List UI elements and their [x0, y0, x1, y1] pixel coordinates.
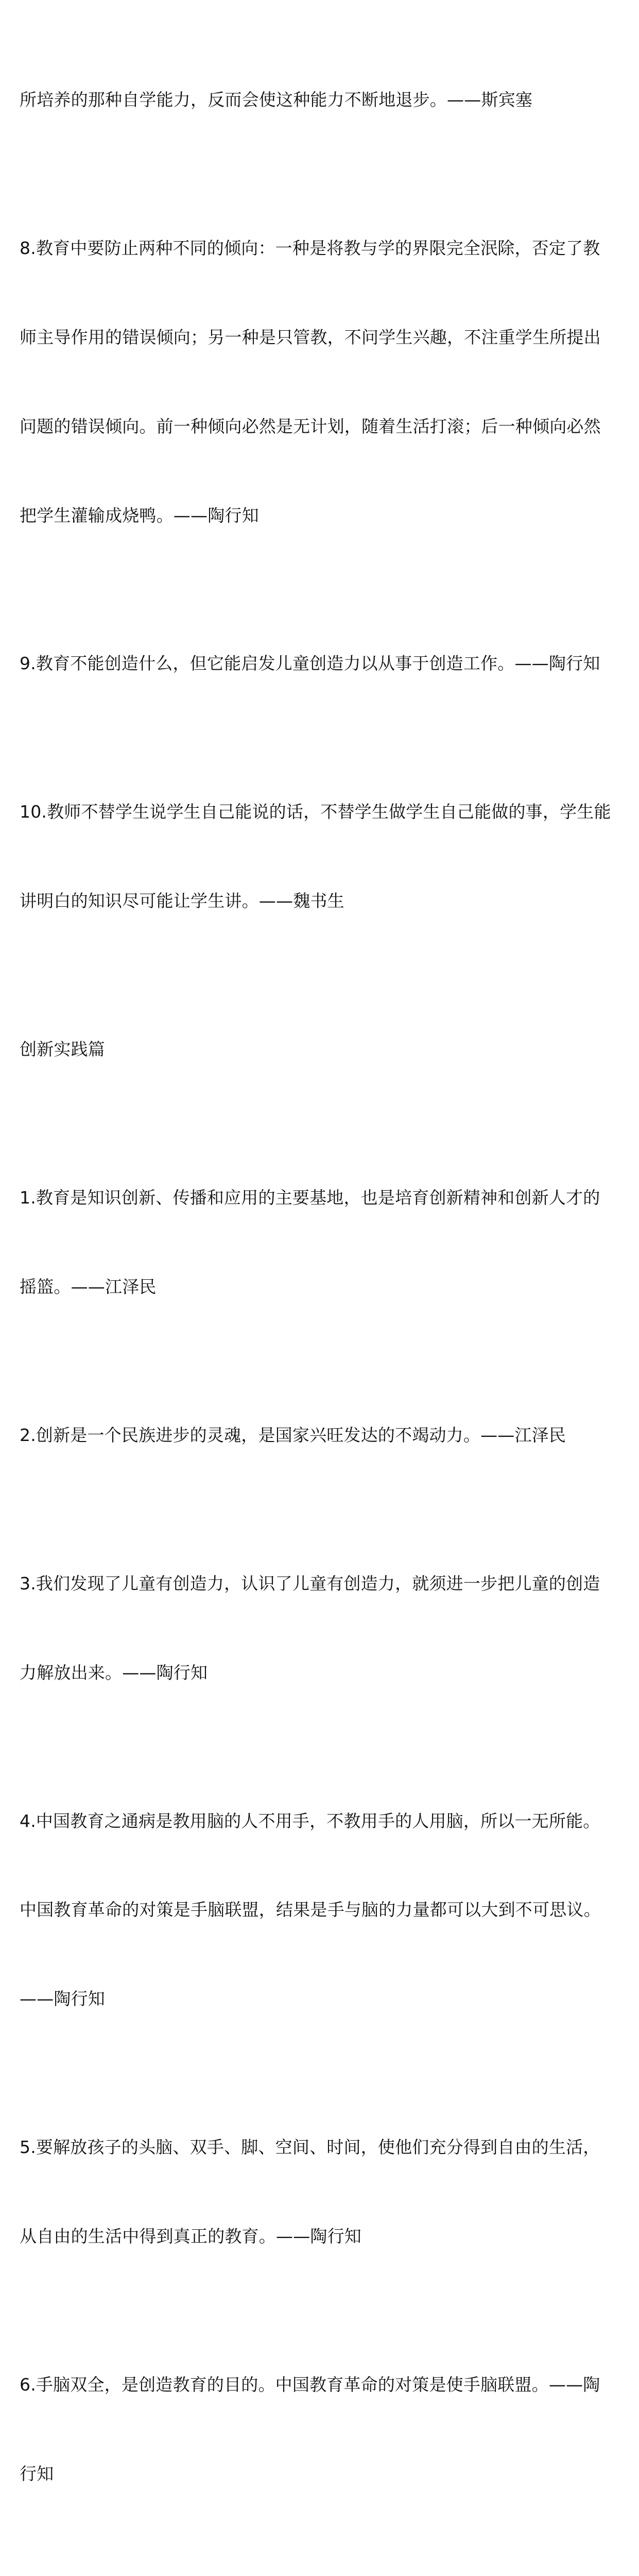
text-line: 力解放出来。——陶行知	[20, 1662, 208, 1683]
text-line: 6.手脑双全，是创造教育的目的。中国教育革命的对策是使手脑联盟。——陶	[20, 2374, 600, 2395]
text-line: 1.教育是知识创新、传播和应用的主要基地，也是培育创新精神和创新人才的	[20, 1188, 600, 1208]
text-line: 讲明白的知识尽可能让学生讲。——魏书生	[20, 891, 344, 911]
paragraph-innovation-2	[20, 1361, 619, 1510]
document-page	[20, 26, 619, 2576]
text-line: 把学生灌输成烧鸭。——陶行知	[20, 505, 259, 526]
paragraph-innovation-1	[20, 1124, 619, 1361]
paragraph-spencer-end	[20, 26, 619, 174]
text-line: 摇篮。——江泽民	[20, 1276, 157, 1297]
text-line: 师主导作用的错误倾向；另一种是只管教，不问学生兴趣，不注重学生所提出	[20, 327, 601, 347]
paragraph-innovation-4	[20, 1747, 619, 2073]
text-line: 4.中国教育之通病是教用脑的人不用手，不教用手的人用脑，所以一无所能。	[20, 1810, 600, 1831]
text-line: 问题的错误倾向。前一种倾向必然是无计划，随着生活打滚；后一种倾向必然	[20, 416, 601, 436]
paragraph-quote-9-taoxingzhi	[20, 589, 619, 738]
text-line: 5.要解放孩子的头脑、双手、脚、空间、时间，使他们充分得到自由的生活，	[20, 2137, 600, 2158]
paragraph-innovation-3	[20, 1510, 619, 1747]
text-line: 9.教育不能创造什么，但它能启发儿童创造力以从事于创造工作。——陶行知	[20, 653, 600, 674]
text-line: 10.教师不替学生说学生自己能说的话，不替学生做学生自己能做的事，学生能	[20, 802, 611, 822]
paragraph-innovation-6	[20, 2311, 619, 2548]
paragraph-innovation-7	[20, 2548, 619, 2576]
text-line: 8.教育中要防止两种不同的倾向：一种是将教与学的界限完全泯除，否定了教	[20, 238, 600, 259]
text-line: 所培养的那种自学能力，反而会使这种能力不断地退步。——斯宾塞	[20, 90, 532, 110]
paragraph-quote-8-taoxingzhi	[20, 174, 619, 589]
text-line: 行知	[20, 2463, 54, 2484]
paragraph-innovation-5	[20, 2073, 619, 2311]
text-line: 2.创新是一个民族进步的灵魂，是国家兴旺发达的不竭动力。——江泽民	[20, 1425, 566, 1445]
text-line: 中国教育革命的对策是手脑联盟，结果是手与脑的力量都可以大到不可思议。	[20, 1900, 601, 1920]
paragraph-quote-10-weishusheng	[20, 738, 619, 975]
text-line: 3.我们发现了儿童有创造力，认识了儿童有创造力，就须进一步把儿童的创造	[20, 1573, 600, 1594]
text-line: 创新实践篇	[20, 1039, 105, 1060]
text-line: ——陶行知	[20, 1989, 105, 2009]
text-line: 从自由的生活中得到真正的教育。——陶行知	[20, 2226, 361, 2246]
section-heading-innovation	[20, 975, 619, 1124]
